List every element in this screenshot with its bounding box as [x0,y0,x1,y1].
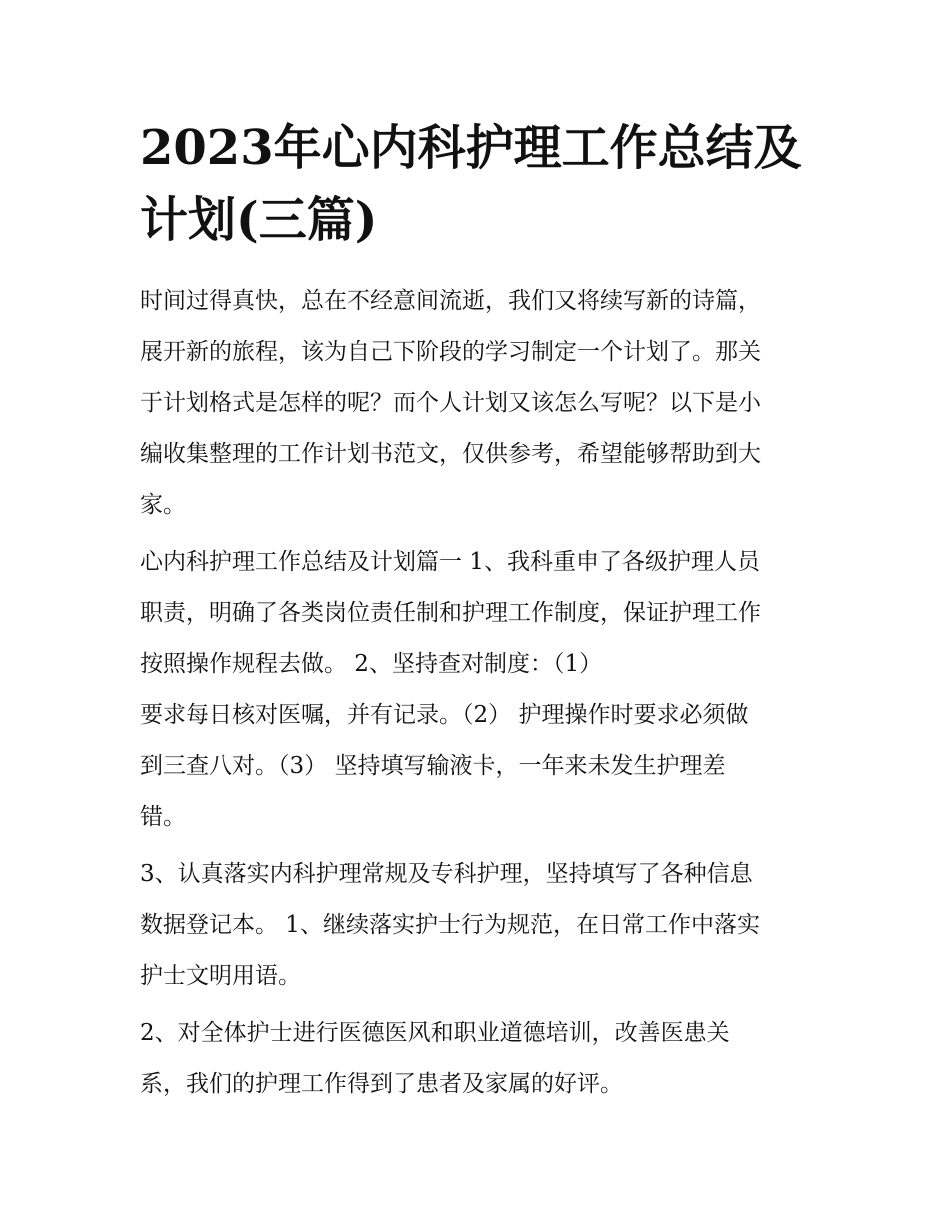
title-line: 2023年心内科护理工作总结及 [140,120,802,176]
text-line: 系，我们的护理工作得到了患者及家属的好评。 [140,1071,623,1097]
text-line: 编收集整理的工作计划书范文，仅供参考，希望能够帮助到大 [140,441,761,467]
text-line: 家。 [140,492,186,518]
text-line: 展开新的旅程，该为自己下阶段的学习制定一个计划了。那关 [140,339,761,365]
title-line: 计划(三篇) [140,192,378,248]
text-line: 3、认真落实内科护理常规及专科护理，坚持填写了各种信息 [140,861,753,887]
text-line: 错。 [140,804,186,830]
text-line: 要求每日核对医嘱，并有记录。（2） 护理操作时要求必须做 [140,702,749,728]
text-line: 时间过得真快，总在不经意间流逝，我们又将续写新的诗篇， [140,288,761,314]
text-line: 护士文明用语。 [140,963,301,989]
paragraph-section-one [140,537,820,843]
document-body [140,276,820,1116]
text-line: 按照操作规程去做。 2、坚持查对制度：（1） [140,651,603,677]
text-line: 数据登记本。 1、继续落实护士行为规范，在日常工作中落实 [140,912,760,938]
text-line: 2、对全体护士进行医德医风和职业道德培训，改善医患关 [140,1020,730,1046]
paragraph-item-two [140,1008,820,1110]
paragraph-item-three [140,849,820,1002]
paragraph-intro [140,276,820,531]
text-line: 到三查八对。（3） 坚持填写输液卡，一年来未发生护理差 [140,753,726,779]
text-line: 于计划格式是怎样的呢？而个人计划又该怎么写呢？以下是小 [140,390,761,416]
document-title [140,112,820,256]
text-line: 心内科护理工作总结及计划篇一 1、我科重申了各级护理人员 [140,549,760,575]
text-line: 职责，明确了各类岗位责任制和护理工作制度，保证护理工作 [140,600,761,626]
